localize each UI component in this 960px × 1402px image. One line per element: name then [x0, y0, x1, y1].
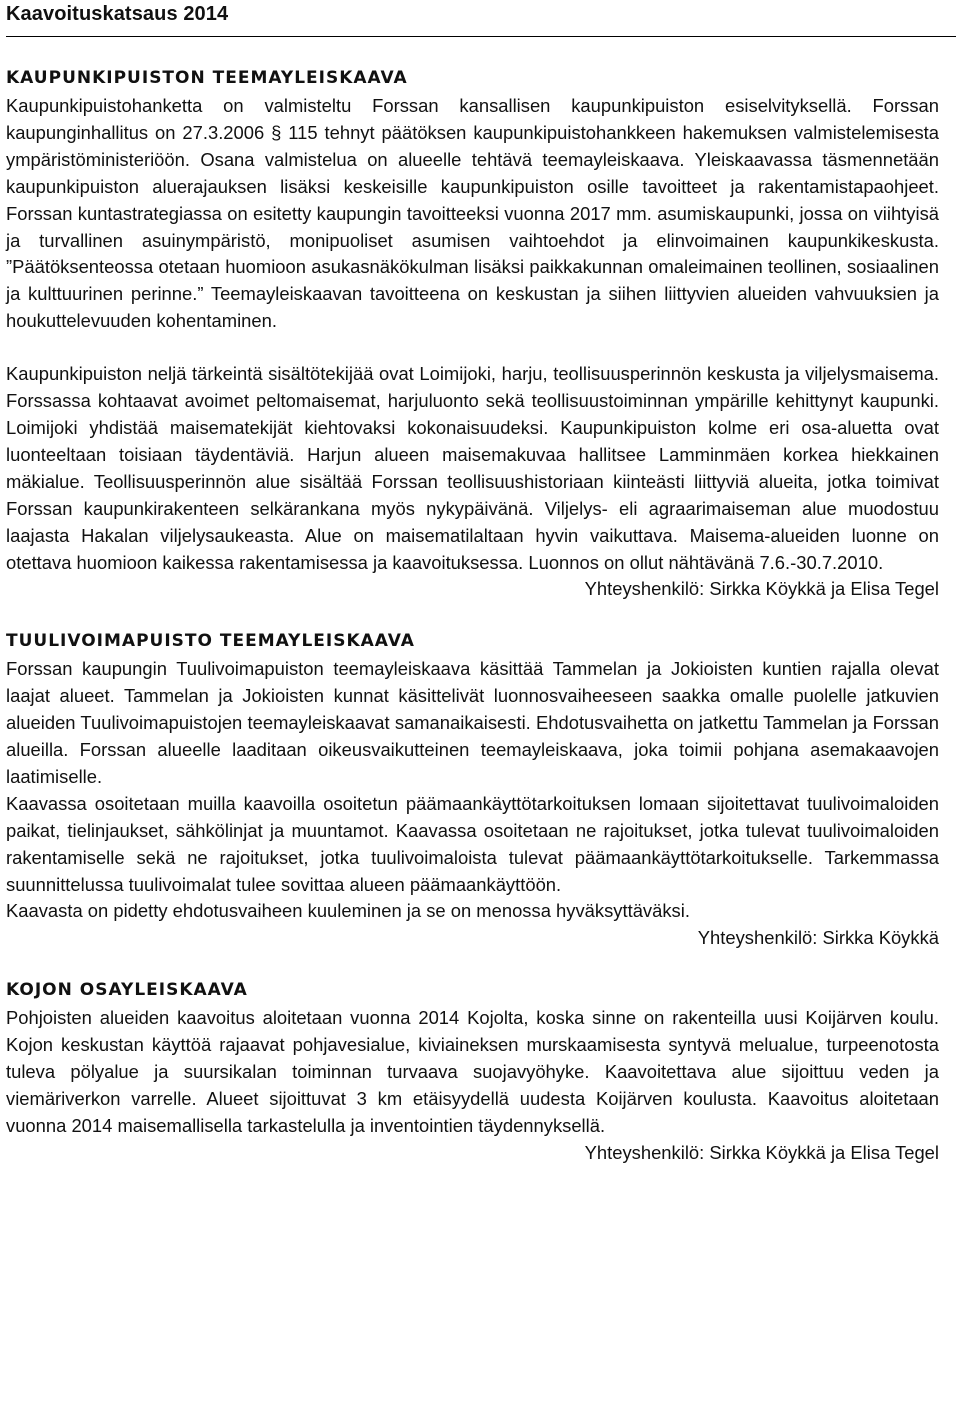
section-heading: KOJON OSAYLEISKAAVA: [6, 980, 248, 1001]
section-paragraph: Kaupunkipuiston neljä tärkeintä sisältötekijää ovat Loimijoki, harju, teollisuusperinnön keskusta ja viljelysmaisema. Forssassa kohtaavat avoimet peltomaisemat, harjuluonto sekä teollisuustoiminnan ympärille kehittynyt kaupunki. Loimijoki yhdistää maisematekijät kiehtovaksi kokonaisuudeksi. Kaupunkipuiston kolme eri osa-aluetta ovat luonteeltaan toisiaan täydentäviä. Harjun alueen maisemakuvaa hallitsee Lamminmäen korkea hiekkainen mäkialue. Teollisuusperinnön alue sisältää Forssan teollisuushistoriaan kiinteästi liittyviä alueita, jotka toimivat Forssan kaupunkirakenteen selkärankana myös nykypäivänä. Viljelys- eli agraarimaiseman alue muodostuu laajasta Hakalan viljelysaukeasta. Alue on maisematilaltaan hyvin vaikuttava. Maisema-alueiden luonne on otettava huomioon kaikessa rakentamisessa ja kaavoituksessa. Luonnos on ollut nähtävänä 7.6.-30.7.2010.: [6, 363, 939, 573]
contact-person: Yhteyshenkilö: Sirkka Köykkä ja Elisa Tegel: [584, 1141, 939, 1163]
document-body: [6, 64, 939, 1167]
page-header: [6, 0, 956, 37]
page-title: Kaavoituskatsaus 2014: [6, 3, 229, 25]
contact-person: Yhteyshenkilö: Sirkka Köykkä ja Elisa Tegel: [584, 578, 939, 600]
section-heading: TUULIVOIMAPUISTO TEEMAYLEISKAAVA: [6, 631, 415, 652]
section-paragraph: Kaavasta on pidetty ehdotusvaiheen kuuleminen ja se on menossa hyväksyttäväksi.: [6, 900, 690, 922]
section-kaupunkipuisto: [6, 64, 939, 603]
section-tuulivoimapuisto: [6, 627, 939, 952]
section-paragraph: Pohjoisten alueiden kaavoitus aloitetaan vuonna 2014 Kojolta, koska sinne on rakenteilla uusi Koijärven koulu. Kojon keskustan käyttöä rajaavat pohjavesialue, kiviaineksen murskaamisesta syntyvä melualue, turpeenotosta tuleva pölyalue ja suursikalan toiminnan turvaava suojavyöhyke. Kaavoitettava alue sijoittuu veden ja viemäriverkon varrelle. Alueet sijoittuvat 3 km etäisyydellä uudesta Koijärven koulusta. Kaavoitus aloitetaan vuonna 2014 maisemallisella tarkastelulla ja inventointien täydennyksellä.: [6, 1007, 939, 1136]
section-kojo: [6, 976, 939, 1166]
section-heading: KAUPUNKIPUISTON TEEMAYLEISKAAVA: [6, 68, 408, 88]
contact-person: Yhteyshenkilö: Sirkka Köykkä: [697, 927, 939, 949]
section-paragraph: Kaavassa osoitetaan muilla kaavoilla osoitetun päämaankäyttötarkoituksen lomaan sijoitettavat tuulivoimaloiden paikat, tielinjaukset, sähkölinjat ja muuntamot. Kaavassa osoitetaan ne rajoitukset, jotka tulevat tuulivoimaloiden rakentamiselle sekä ne rajoitukset, jotka tuulivoimaloista tulevat päämaankäyttötarkoitukselle. Tarkemmassa suunnittelussa tuulivoimalat tulee sovittaa alueen päämaankäyttöön.: [6, 792, 939, 895]
section-paragraph: Forssan kaupungin Tuulivoimapuiston teemayleiskaava käsittää Tammelan ja Jokioisten kuntien rajalla olevat laajat alueet. Tammelan ja Jokioisten kunnat käsittelivät luonnosvaiheeseen saakka omalle puolelle jatkuvien alueiden Tuulivoimapuistojen teemayleiskaavat samanaikaisesti. Ehdotusvaihetta on jatkettu Tammelan ja Forssan alueilla. Forssan alueelle laaditaan oikeusvaikutteinen teemayleiskaava, joka toimii pohjana asemakaavojen laatimiselle.: [6, 658, 939, 787]
section-paragraph: Kaupunkipuistohanketta on valmisteltu Forssan kansallisen kaupunkipuiston esiselvityksellä. Forssan kaupunginhallitus on 27.3.2006 § 115 tehnyt päätöksen kaupunkipuistohankkeen hakemuksen valmistelemisesta ympäristöministeriöön. Osana valmistelua on alueelle tehtävä teemayleiskaava. Yleiskaavassa täsmennetään kaupunkipuiston aluerajauksen lisäksi keskeisille kaupunkipuiston osille tavoitteet ja rakentamistapaohjeet. Forssan kuntastrategiassa on esitetty kaupungin tavoitteeksi vuonna 2017 mm. asumiskaupunki, jossa on viihtyisä ja turvallinen asuinympäristö, monipuoliset asumisen vaihtoehdot ja elinvoimainen kaupunkikeskusta. ”Päätöksenteossa otetaan huomioon asukasnäkökulman lisäksi paikkakunnan omaleimainen teollinen, sosiaalinen ja kulttuurinen perinne.” Teemayleiskaavan tavoitteena on keskustan ja siihen liittyvien alueiden vahvuuksien ja houkuttelevuuden kohentaminen.: [6, 95, 939, 332]
